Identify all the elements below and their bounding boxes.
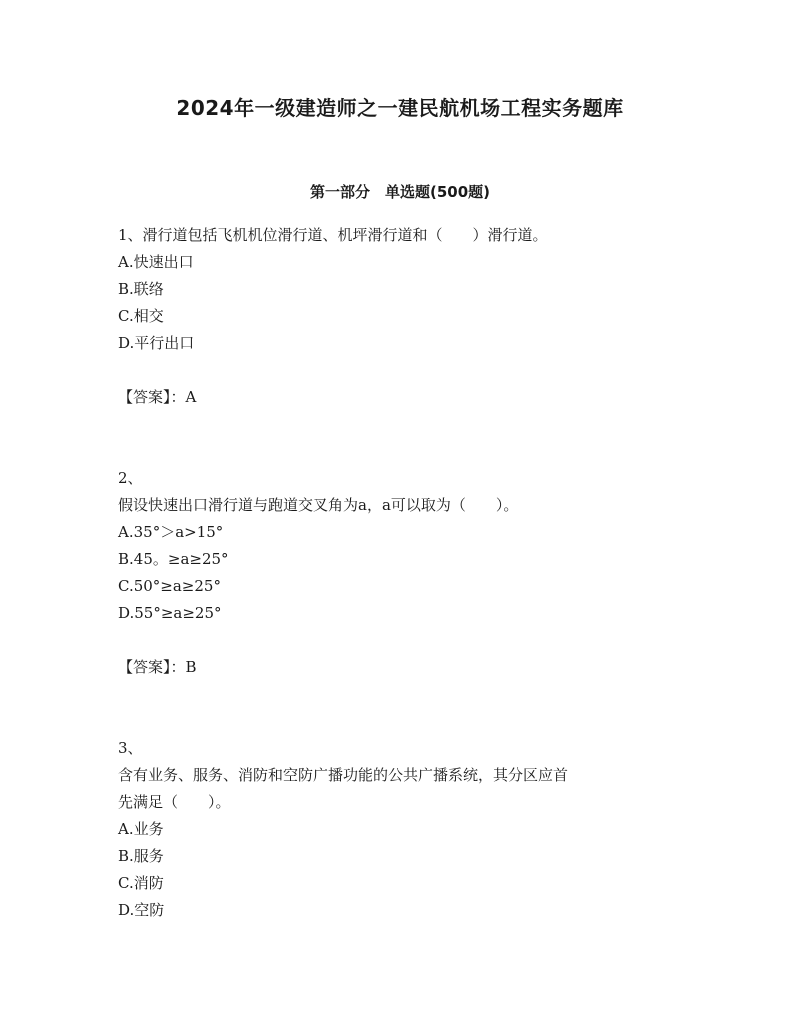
answer-line [118,654,678,681]
answer-label: 【答案】： [118,658,186,676]
option-b: B.服务 [118,847,164,865]
option-c: C.消防 [118,874,164,892]
question-number: 2、 [118,469,143,487]
question-1 [118,222,678,465]
spacer [118,411,678,465]
option-a: A.快速出口 [118,253,194,271]
option-d: D.空防 [118,901,165,919]
option-c: C.相交 [118,307,164,325]
question-list [118,222,678,924]
document-title: 2024年一级建造师之一建民航机场工程实务题库 [176,96,624,120]
spacer [118,681,678,735]
answer-line [118,384,678,411]
question-3 [118,735,678,924]
section-title: 第一部分 单选题(500题) [309,183,491,201]
answer-value: A [185,388,197,406]
option-c: C.50°≥a≥25° [118,577,221,595]
question-stem-line: 假设快速出口滑行道与跑道交叉角为a，a可以取为（ ）。 [118,496,519,514]
question-2 [118,465,678,735]
option-a: A.业务 [118,820,164,838]
option-a: A.35°＞a>15° [118,523,224,541]
answer-value: B [185,658,197,676]
spacer [118,627,678,654]
option-d: D.55°≥a≥25° [118,604,222,622]
question-number: 3、 [118,739,143,757]
option-b: B.联络 [118,280,164,298]
question-stem-line: 先满足（ ）。 [118,793,231,811]
spacer [118,357,678,384]
question-stem-line: 1、滑行道包括飞机机位滑行道、机坪滑行道和（ ）滑行道。 [118,226,548,244]
answer-label: 【答案】： [118,388,186,406]
question-stem-line: 含有业务、服务、消防和空防广播功能的公共广播系统，其分区应首 [118,766,569,784]
option-d: D.平行出口 [118,334,195,352]
option-b: B.45。≥a≥25° [118,550,229,568]
